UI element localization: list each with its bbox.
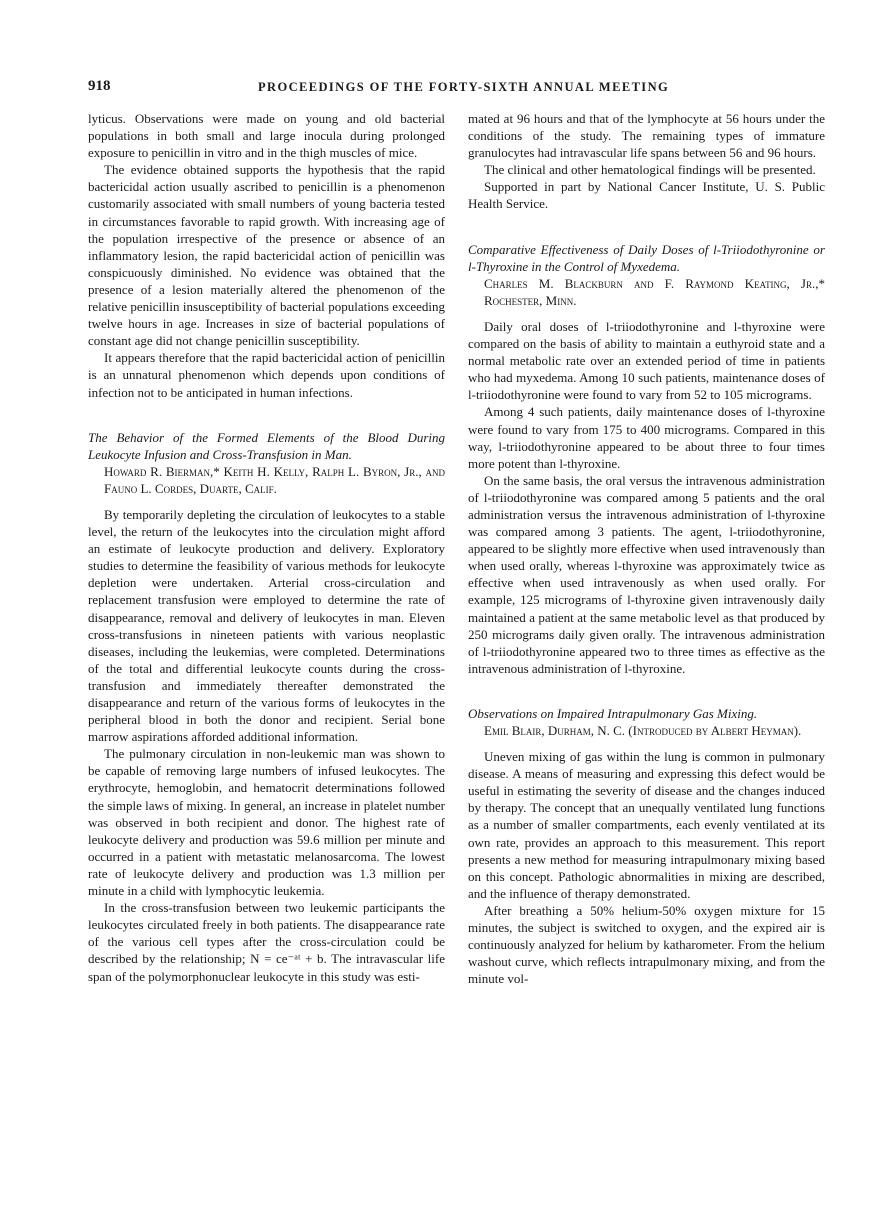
paragraph: In the cross-transfusion between two leukemic participants the leukocytes circulated freely in both patients. The disappearance rate of the various cell types after the cross-circulation could be described by the relationship; N = ce⁻ᵃᵗ + b. The intravascular life span of the polymorphonuclear leukocyte in this study was esti-: [88, 900, 445, 984]
abstract-authors: Emil Blair, Durham, N. C. (Introduced by Albert Heyman).: [484, 723, 802, 738]
paragraph: mated at 96 hours and that of the lymphocyte at 56 hours under the conditions of the study. The remaining types of immature granulocytes had intravascular life spans between 56 and 96 hours.: [468, 111, 825, 161]
paragraph: Uneven mixing of gas within the lung is common in pulmonary disease. A means of measuring and expressing this defect would be useful in estimating the severity of disease and the changes induced by therapy. The concept that an unequally ventilated lung functions as a number of smaller compartments, each evenly ventilated at its own rate, provides an approach to this measurement. This report presents a new method for measuring intrapulmonary mixing based on this concept. Pathologic abnormalities in mixing are described, and the influence of therapy demonstrated.: [468, 749, 825, 901]
left-column: [88, 110, 445, 985]
paragraph: The pulmonary circulation in non-leukemic man was shown to be capable of removing large numbers of infused leukocytes. The erythrocyte, hemoglobin, and hematocrit determinations followed the simple laws of mixing. In general, an increase in platelet number was observed in both recipient and donor. The highest rate of leukocyte delivery and production was 59.6 million per minute and occurred in a patient with metastatic melanosarcoma. The lowest rate of leukocyte delivery and production was 1.3 million per minute in a child with lymphocytic leukemia.: [88, 746, 445, 899]
paragraph: On the same basis, the oral versus the intravenous administration of l-triiodothyronine was compared among 5 patients and the oral administration versus the intravenous administration of l-thyroxine was compared among 3 patients. The agent, l-triiodothyronine, appeared to be slightly more effective when used intravenously than when used orally, whereas l-thyroxine was approximately twice as effective when used intravenously as when used orally. For example, 125 micrograms of l-thyroxine given intravenously daily maintained a patient at the same metabolic level as that produced by 250 micrograms daily given orally. The intravenous administration of l-triiodothyronine appeared two to three times as effective as the intravenous administration of l-thyroxine.: [468, 472, 825, 676]
abstract-title: Observations on Impaired Intrapulmonary Gas Mixing.: [468, 705, 758, 721]
paragraph: After breathing a 50% helium-50% oxygen mixture for 15 minutes, the subject is switched to oxygen, and the expired air is continuously analyzed for helium by katharometer. From the helium washout curve, which reflects intrapulmonary mixing, and from the minute vol-: [468, 902, 825, 987]
paragraph: Among 4 such patients, daily maintenance doses of l-thyroxine were found to vary from 175 to 400 micrograms. Compared in this way, l-triiodothyronine appeared to be about three to four times more potent than l-thyroxine.: [468, 404, 825, 471]
abstract-heading: [468, 705, 825, 739]
abstract-heading: [468, 241, 825, 309]
paragraph: lyticus. Observations were made on young and old bacterial populations in both small and large inocula during prolonged exposure to penicillin in vitro and in the thigh muscles of mice.: [88, 111, 445, 161]
abstract-heading: [88, 429, 445, 497]
abstract-title: The Behavior of the Formed Elements of the Blood During Leukocyte Infusion and Cross-Transfusion in Man.: [88, 429, 445, 462]
right-column: [468, 110, 825, 987]
paragraph: It appears therefore that the rapid bactericidal action of penicillin is an unnatural phenomenon which depends upon conditions of infection not to be anticipated in human infections.: [88, 350, 445, 400]
page-header: [88, 78, 835, 100]
abstract-title: Comparative Effectiveness of Daily Doses of l-Triiodothyronine or l-Thyroxine in the Control of Myxedema.: [468, 241, 825, 274]
paragraph: The clinical and other hematological findings will be presented.: [484, 162, 816, 178]
paragraph: Supported in part by National Cancer Institute, U. S. Public Health Service.: [468, 179, 825, 212]
running-head: PROCEEDINGS OF THE FORTY-SIXTH ANNUAL MEETING: [258, 80, 670, 94]
paragraph: Daily oral doses of l-triiodothyronine and l-thyroxine were compared on the basis of ability to maintain a euthyroid state and a normal metabolic rate over an extended period of time in patients who had myxedema. Among 10 such patients, maintenance doses of l-triiodothyronine were found to vary from 52 to 105 micrograms.: [468, 318, 825, 403]
paragraph: The evidence obtained supports the hypothesis that the rapid bactericidal action usually ascribed to penicillin is a phenomenon customarily associated with small numbers of young bacteria tested in circumstances favorable to rapid growth. With increasing age of the population irrespective of the presence or absence of an inflammatory lesion, the rapid bactericidal action of penicillin was conspicuously diminished. No evidence was obtained that the presence of a lesion materially altered the phenomenon of the relative penicillin insusceptibility of bacterial populations exceeding twelve hours in age. Increases in size of bacterial populations of constant age did not change penicillin susceptibility.: [88, 162, 445, 349]
abstract-authors: Howard R. Bierman,* Keith H. Kelly, Ralph L. Byron, Jr., and Fauno L. Cordes, Duarte, Calif.: [104, 463, 445, 496]
page-number: 918: [88, 78, 111, 94]
abstract-authors: Charles M. Blackburn and F. Raymond Keating, Jr.,* Rochester, Minn.: [484, 275, 825, 308]
paragraph: By temporarily depleting the circulation of leukocytes to a stable level, the return of the leukocytes into the circulation might afford an estimate of leukocyte production and delivery. Exploratory studies to determine the feasibility of various methods for leukocyte depletion were undertaken. Arterial cross-circulation and replacement transfusion were employed to determine the rate of disappearance, removal and delivery of leukocytes in man. Eleven cross-transfusions in nineteen patients with various neoplastic diseases, including the leukemias, were completed. Determinations of the total and differential leukocyte counts during the cross-transfusion and immediately thereafter demonstrated the disappearance and return of the various forms of leukocytes in the peripheral blood in both the donor and recipient. Serial bone marrow aspirations afforded additional information.: [88, 506, 445, 745]
